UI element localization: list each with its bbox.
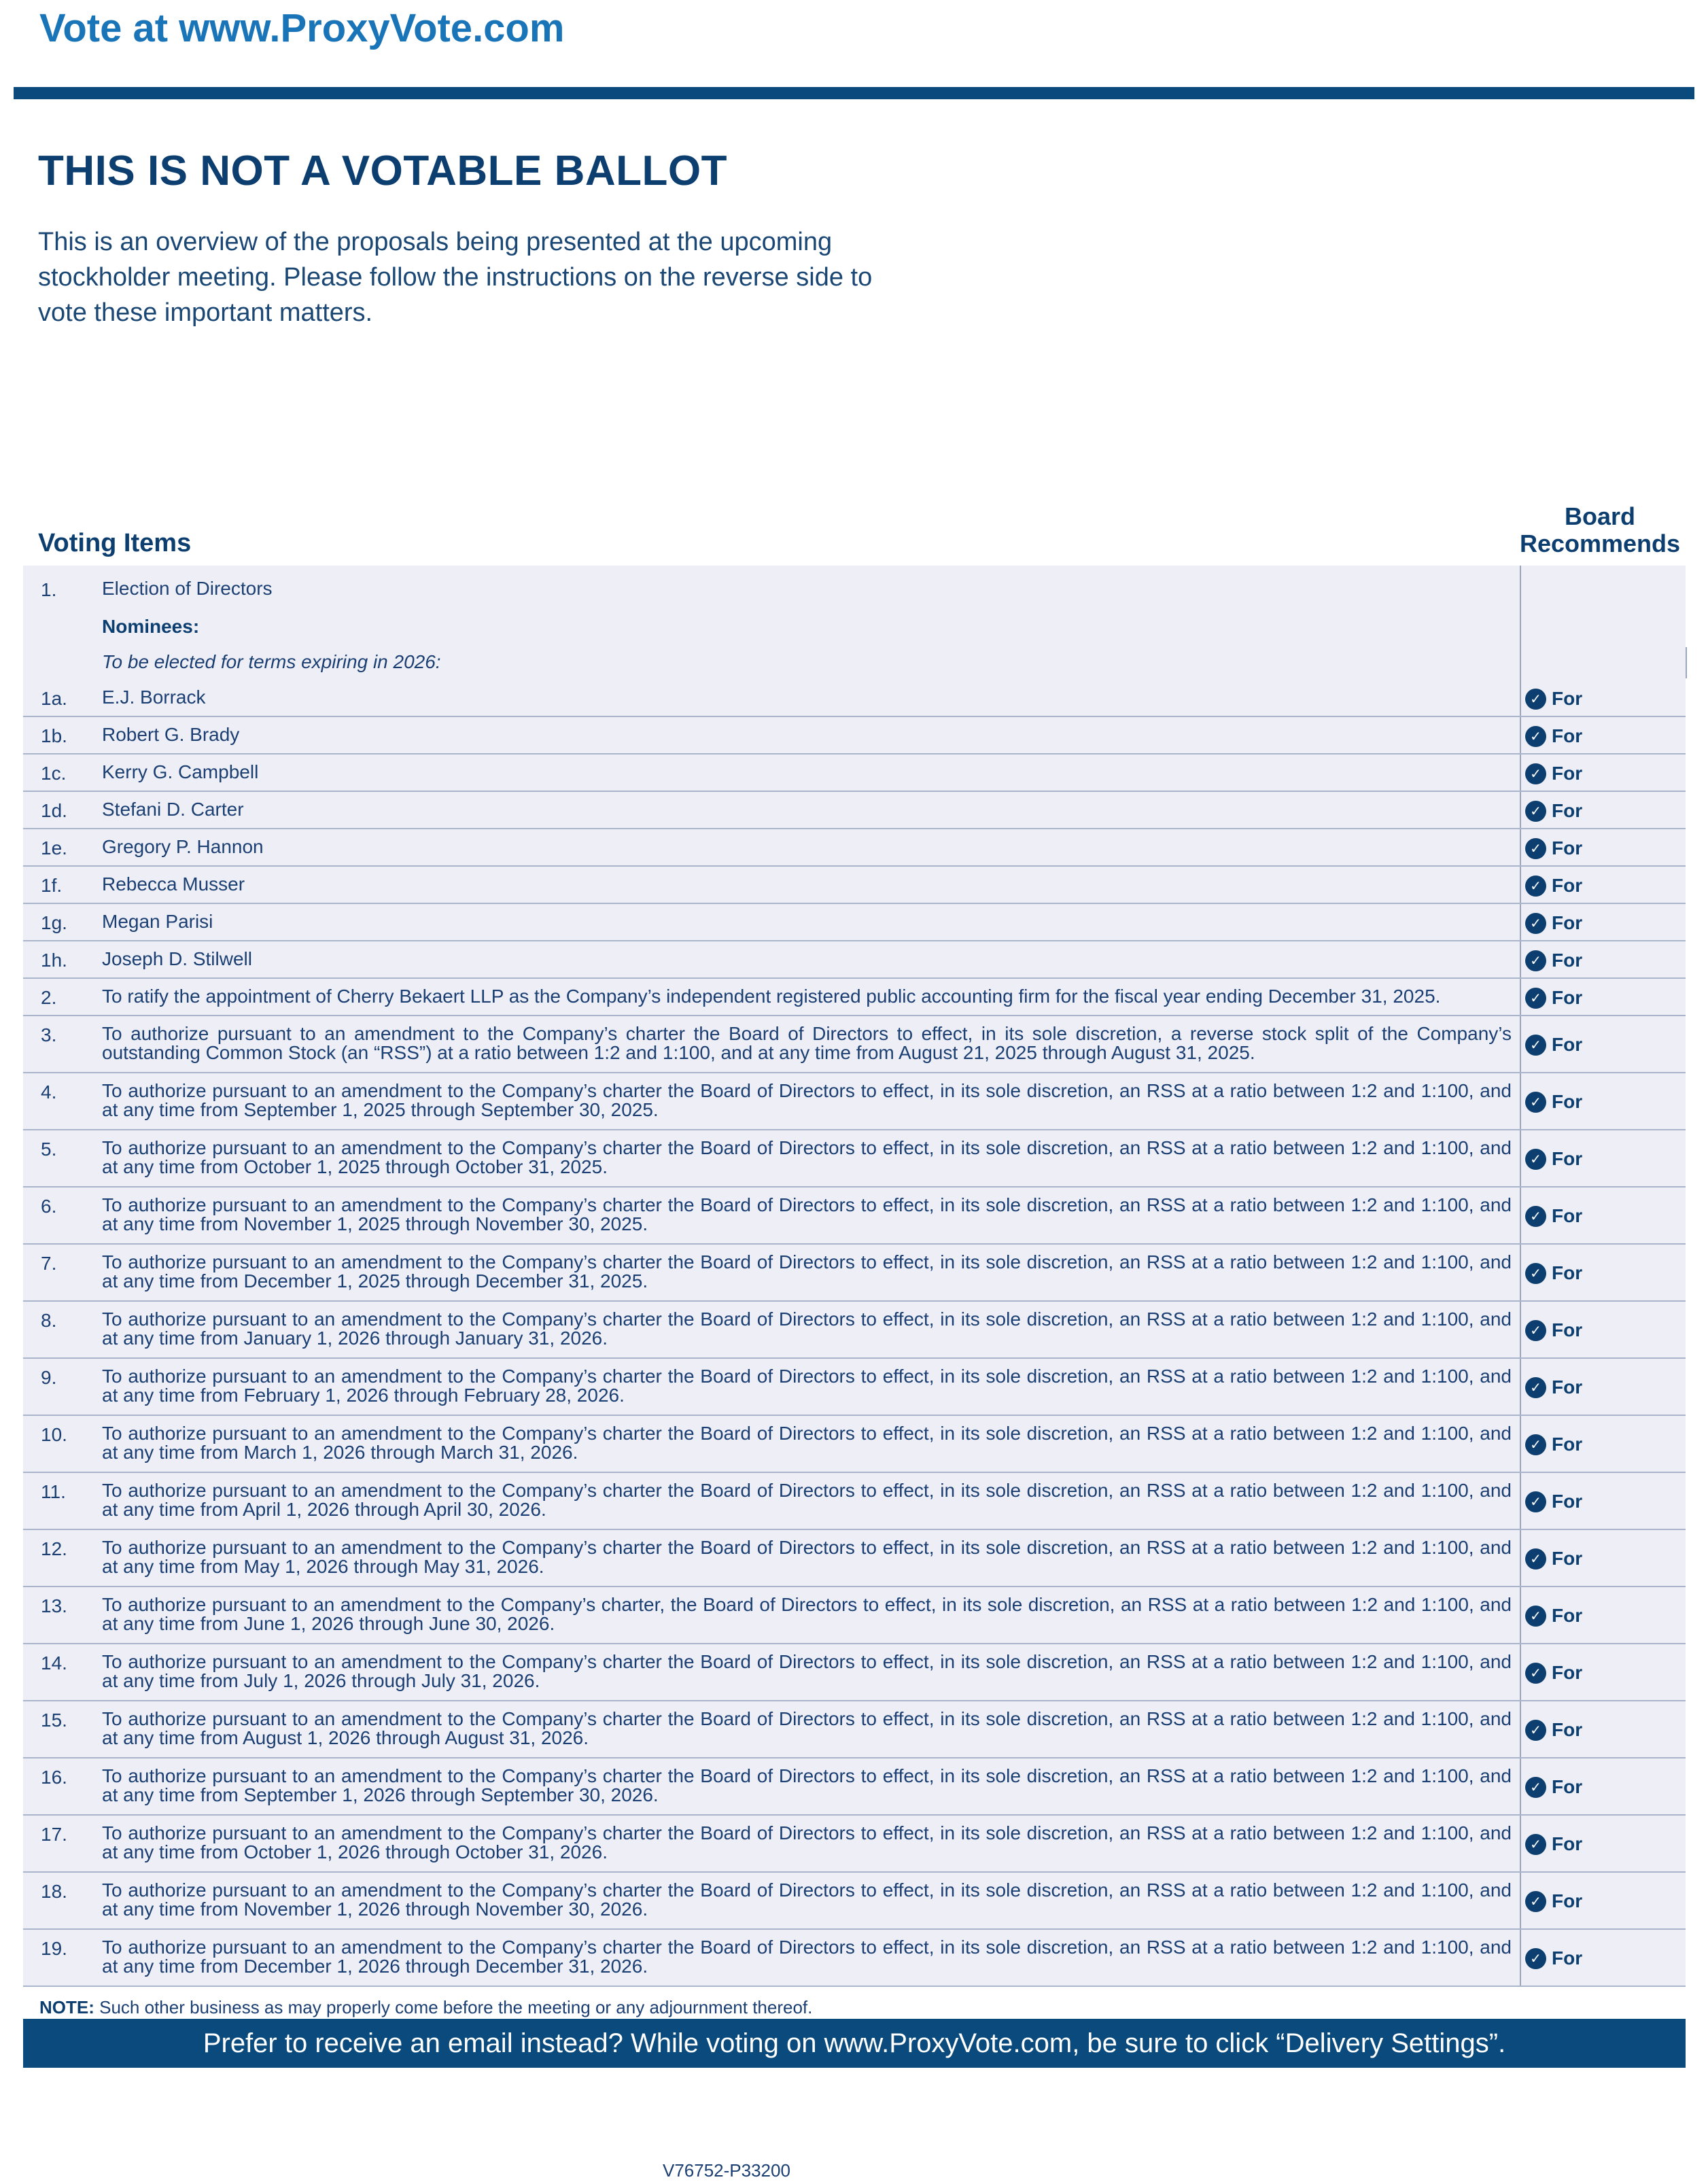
item-number: 19.: [41, 1938, 67, 1959]
item-number: 1h.: [41, 950, 67, 971]
item-number: 16.: [41, 1767, 67, 1788]
check-circle-icon: ✓: [1525, 726, 1546, 747]
recommendation-label: For: [1552, 1776, 1583, 1797]
nominee-row: [23, 755, 1686, 792]
check-circle-icon: ✓: [1525, 1092, 1546, 1113]
item-text: To ratify the appointment of Cherry Bekaert LLP as the Company’s independent registered public accounting firm for the fiscal year ending December 31, 2025.: [102, 986, 1441, 1007]
item-text: To authorize pursuant to an amendment to the Company’s charter the Board of Directors to effect, in its sole discretion, an RSS at a ratio between 1:2 and 1:100, and at any time from February 1, 2026 through February 28, 2026.: [102, 1366, 1512, 1406]
item-number: 15.: [41, 1710, 67, 1731]
recommendation-label: For: [1552, 1833, 1583, 1854]
item-text: To authorize pursuant to an amendment to the Company’s charter, the Board of Directors to effect, in its sole discretion, an RSS at a ratio between 1:2 and 1:100, and at any time from June 1, 2026 through June 30, 2026.: [102, 1594, 1512, 1634]
item-text: Rebecca Musser: [102, 873, 245, 895]
item-number: 1.: [41, 579, 57, 600]
board-recommendation: [1525, 1890, 1582, 1912]
item-number: 1b.: [41, 725, 67, 746]
item-number: 10.: [41, 1424, 67, 1445]
check-circle-icon: ✓: [1525, 1491, 1546, 1512]
board-recommendation: [1525, 950, 1582, 971]
proposal-row: [23, 1930, 1686, 1987]
item-number: 17.: [41, 1824, 67, 1845]
board-recommendation: [1525, 987, 1582, 1009]
recommendation-label: For: [1552, 1091, 1583, 1112]
note-label: NOTE:: [39, 1997, 94, 2017]
proposal-row: [23, 1701, 1686, 1758]
item-number: 2.: [41, 987, 57, 1008]
item-text: Gregory P. Hannon: [102, 836, 264, 857]
recommendation-label: For: [1552, 1376, 1583, 1398]
recommendation-label: For: [1552, 1319, 1583, 1340]
board-recommendation: [1525, 800, 1582, 822]
item-text: To authorize pursuant to an amendment to the Company’s charter the Board of Directors to effect, in its sole discretion, an RSS at a ratio between 1:2 and 1:100, and at any time from January 1, 2026 through January 31, 2026.: [102, 1308, 1512, 1349]
item-number: 7.: [41, 1253, 57, 1274]
item-number: 1e.: [41, 837, 67, 859]
check-circle-icon: ✓: [1525, 1663, 1546, 1684]
item-text: Megan Parisi: [102, 911, 213, 932]
recommendation-label: For: [1552, 1034, 1583, 1055]
vote-url-heading: Vote at www.ProxyVote.com: [39, 6, 565, 50]
item-number: 12.: [41, 1538, 67, 1559]
board-recommendation: [1525, 912, 1582, 934]
recommendation-label: For: [1552, 1205, 1583, 1226]
item-number: 1a.: [41, 688, 67, 709]
note-text: Such other business as may properly come before the meeting or any adjournment thereof.: [99, 1997, 813, 2017]
nominee-row: [23, 941, 1686, 979]
term-note: To be elected for terms expiring in 2026:: [102, 651, 441, 672]
nominee-row: [23, 904, 1686, 941]
nominee-row: [23, 680, 1686, 717]
proposal-row: [23, 979, 1686, 1016]
item-number: 14.: [41, 1652, 67, 1674]
voting-items-table: [23, 566, 1686, 1987]
item-number: 1f.: [41, 875, 63, 896]
recommendation-label: For: [1552, 1947, 1583, 1969]
item-number: 4.: [41, 1081, 57, 1103]
check-circle-icon: ✓: [1525, 838, 1546, 859]
recommendation-label: For: [1552, 950, 1583, 971]
check-circle-icon: ✓: [1525, 1548, 1546, 1570]
item-text: To authorize pursuant to an amendment to the Company’s charter the Board of Directors to effect, in its sole discretion, an RSS at a ratio between 1:2 and 1:100, and at any time from July 1, 2026 through July 31, 2026.: [102, 1651, 1512, 1691]
item-text: To authorize pursuant to an amendment to the Company’s charter the Board of Directors to effect, in its sole discretion, an RSS at a ratio between 1:2 and 1:100, and at any time from December 1, 2026 through December 31, 2026.: [102, 1937, 1512, 1977]
proposal-row: [23, 1644, 1686, 1701]
board-recommendation: [1525, 1491, 1582, 1512]
recommendation-label: For: [1552, 1605, 1583, 1626]
item-text: Stefani D. Carter: [102, 799, 244, 820]
check-circle-icon: ✓: [1525, 1606, 1546, 1627]
check-circle-icon: ✓: [1525, 1206, 1546, 1227]
board-recommendation: [1525, 1662, 1582, 1684]
item-text: To authorize pursuant to an amendment to the Company’s charter the Board of Directors to effect, in its sole discretion, an RSS at a ratio between 1:2 and 1:100, and at any time from April 1, 2026 through April 30, 2026.: [102, 1480, 1512, 1520]
item-number: 13.: [41, 1595, 67, 1616]
board-recommendation: [1525, 1833, 1582, 1855]
item-text: To authorize pursuant to an amendment to the Company’s charter the Board of Directors to effect, in its sole discretion, an RSS at a ratio between 1:2 and 1:100, and at any time from December 1, 2025 through December 31, 2025.: [102, 1251, 1512, 1292]
item-text: To authorize pursuant to an amendment to the Company’s charter the Board of Directors to effect, in its sole discretion, an RSS at a ratio between 1:2 and 1:100, and at any time from November 1, 2026 through November 30, 2026.: [102, 1879, 1512, 1920]
proposal-row: [23, 1473, 1686, 1530]
item-number: 3.: [41, 1024, 57, 1045]
board-recommendation: [1525, 1548, 1582, 1570]
proposal-row: [23, 1758, 1686, 1816]
board-header-line1: Board: [1564, 502, 1635, 530]
proposal-row: [23, 1073, 1686, 1130]
recommendation-label: For: [1552, 800, 1583, 821]
recommendation-label: For: [1552, 875, 1583, 896]
election-row: [23, 566, 1686, 606]
recommendation-label: For: [1552, 1491, 1583, 1512]
item-number: 1d.: [41, 800, 67, 821]
item-text: E.J. Borrack: [102, 687, 206, 708]
recommendation-label: For: [1552, 1434, 1583, 1455]
board-recommendation: [1525, 1262, 1582, 1284]
email-banner: Prefer to receive an email instead? While voting on www.ProxyVote.com, be sure to click “Delivery Settings”.: [23, 2019, 1686, 2068]
board-recommendation: [1525, 725, 1582, 747]
check-circle-icon: ✓: [1525, 689, 1546, 710]
nominees-label-row: [23, 606, 1686, 643]
recommendation-label: For: [1552, 1662, 1583, 1683]
intro-text: This is an overview of the proposals being presented at the upcoming stockholder meeting. Please follow the instructions on the reverse side to vote these important matters.: [38, 228, 873, 327]
proposal-row: [23, 1530, 1686, 1587]
item-text: Election of Directors: [102, 578, 273, 599]
item-text: To authorize pursuant to an amendment to the Company’s charter the Board of Directors to effect, in its sole discretion, an RSS at a ratio between 1:2 and 1:100, and at any time from October 1, 2025 through October 31, 2025.: [102, 1137, 1512, 1177]
board-recommendation: [1525, 1605, 1582, 1627]
proposal-row: [23, 1359, 1686, 1416]
recommendation-label: For: [1552, 1262, 1583, 1283]
nominee-row: [23, 829, 1686, 867]
recommendation-label: For: [1552, 688, 1583, 709]
check-circle-icon: ✓: [1525, 1035, 1546, 1056]
proposal-row: [23, 1188, 1686, 1245]
board-recommendation: [1525, 1205, 1582, 1227]
recommendation-label: For: [1552, 1548, 1583, 1569]
item-text: To authorize pursuant to an amendment to the Company’s charter the Board of Directors to effect, in its sole discretion, a reverse stock split of the Company’s outstanding Common Stock (an “RSS”) at a ratio between 1:2 and 1:100, and at any time from August 21, 2025 through August 31, 2025.: [102, 1023, 1512, 1063]
check-circle-icon: ✓: [1525, 1434, 1546, 1455]
board-recommendation: [1525, 875, 1582, 897]
top-rule: [14, 87, 1694, 99]
board-recommendation: [1525, 763, 1582, 784]
check-circle-icon: ✓: [1525, 1777, 1546, 1798]
item-text: To authorize pursuant to an amendment to the Company’s charter the Board of Directors to effect, in its sole discretion, an RSS at a ratio between 1:2 and 1:100, and at any time from March 1, 2026 through March 31, 2026.: [102, 1423, 1512, 1463]
check-circle-icon: ✓: [1525, 1948, 1546, 1969]
board-recommends-header: [1518, 503, 1681, 557]
proposal-row: [23, 1302, 1686, 1359]
board-recommendation: [1525, 1947, 1582, 1969]
recommendation-label: For: [1552, 912, 1583, 933]
check-circle-icon: ✓: [1525, 1377, 1546, 1398]
item-number: 1g.: [41, 912, 67, 933]
recommendation-label: For: [1552, 1719, 1583, 1740]
recommendation-label: For: [1552, 837, 1583, 859]
board-recommendation: [1525, 1148, 1582, 1170]
item-number: 18.: [41, 1881, 67, 1902]
nominee-row: [23, 867, 1686, 904]
check-circle-icon: ✓: [1525, 763, 1546, 784]
item-number: 1c.: [41, 763, 67, 784]
proposal-row: [23, 1816, 1686, 1873]
item-text: Joseph D. Stilwell: [102, 948, 252, 969]
voting-items-header: Voting Items: [38, 529, 192, 557]
column-edge-tick: [1686, 647, 1687, 678]
board-recommendation: [1525, 1376, 1582, 1398]
nominees-label: Nominees:: [102, 616, 200, 637]
board-recommendation: [1525, 1776, 1582, 1798]
item-number: 5.: [41, 1139, 57, 1160]
term-note-row: [23, 643, 1686, 680]
check-circle-icon: ✓: [1525, 1720, 1546, 1741]
recommendation-label: For: [1552, 1890, 1583, 1911]
check-circle-icon: ✓: [1525, 913, 1546, 934]
note: [39, 1997, 812, 2018]
board-header-line2: Recommends: [1519, 530, 1681, 557]
check-circle-icon: ✓: [1525, 801, 1546, 822]
recommendation-label: For: [1552, 1148, 1583, 1169]
board-recommendation: [1525, 1091, 1582, 1113]
board-recommendation: [1525, 1434, 1582, 1455]
item-text: To authorize pursuant to an amendment to the Company’s charter the Board of Directors to effect, in its sole discretion, an RSS at a ratio between 1:2 and 1:100, and at any time from September 1, 2025 through September 30, 2025.: [102, 1080, 1512, 1120]
board-recommendation: [1525, 1719, 1582, 1741]
item-text: Robert G. Brady: [102, 724, 240, 745]
proposal-row: [23, 1873, 1686, 1930]
item-text: To authorize pursuant to an amendment to the Company’s charter the Board of Directors to effect, in its sole discretion, an RSS at a ratio between 1:2 and 1:100, and at any time from September 1, 2026 through September 30, 2026.: [102, 1765, 1512, 1805]
document-code: V76752-P33200: [663, 2160, 790, 2181]
board-recommendation: [1525, 1034, 1582, 1056]
check-circle-icon: ✓: [1525, 1834, 1546, 1855]
item-text: Kerry G. Campbell: [102, 761, 259, 782]
check-circle-icon: ✓: [1525, 1263, 1546, 1284]
check-circle-icon: ✓: [1525, 1891, 1546, 1912]
check-circle-icon: ✓: [1525, 988, 1546, 1009]
proposal-row: [23, 1587, 1686, 1644]
check-circle-icon: ✓: [1525, 1149, 1546, 1170]
check-circle-icon: ✓: [1525, 1320, 1546, 1341]
item-text: To authorize pursuant to an amendment to the Company’s charter the Board of Directors to effect, in its sole discretion, an RSS at a ratio between 1:2 and 1:100, and at any time from August 1, 2026 through August 31, 2026.: [102, 1708, 1512, 1748]
item-text: To authorize pursuant to an amendment to the Company’s charter the Board of Directors to effect, in its sole discretion, an RSS at a ratio between 1:2 and 1:100, and at any time from October 1, 2026 through October 31, 2026.: [102, 1822, 1512, 1862]
item-number: 6.: [41, 1196, 57, 1217]
item-number: 9.: [41, 1367, 57, 1388]
recommendation-label: For: [1552, 987, 1583, 1008]
item-text: To authorize pursuant to an amendment to the Company’s charter the Board of Directors to effect, in its sole discretion, an RSS at a ratio between 1:2 and 1:100, and at any time from November 1, 2025 through November 30, 2025.: [102, 1194, 1512, 1234]
page-title: THIS IS NOT A VOTABLE BALLOT: [38, 148, 727, 194]
proposal-row: [23, 1416, 1686, 1473]
item-text: To authorize pursuant to an amendment to the Company’s charter the Board of Directors to effect, in its sole discretion, an RSS at a ratio between 1:2 and 1:100, and at any time from May 1, 2026 through May 31, 2026.: [102, 1537, 1512, 1577]
recommendation-label: For: [1552, 763, 1583, 784]
item-number: 8.: [41, 1310, 57, 1331]
proposal-row: [23, 1016, 1686, 1073]
check-circle-icon: ✓: [1525, 950, 1546, 971]
nominee-row: [23, 717, 1686, 755]
board-recommendation: [1525, 837, 1582, 859]
check-circle-icon: ✓: [1525, 876, 1546, 897]
nominee-row: [23, 792, 1686, 829]
board-recommendation: [1525, 688, 1582, 710]
proposal-row: [23, 1245, 1686, 1302]
item-number: 11.: [41, 1481, 66, 1502]
proposal-row: [23, 1130, 1686, 1188]
recommendation-label: For: [1552, 725, 1583, 746]
board-recommendation: [1525, 1319, 1582, 1341]
